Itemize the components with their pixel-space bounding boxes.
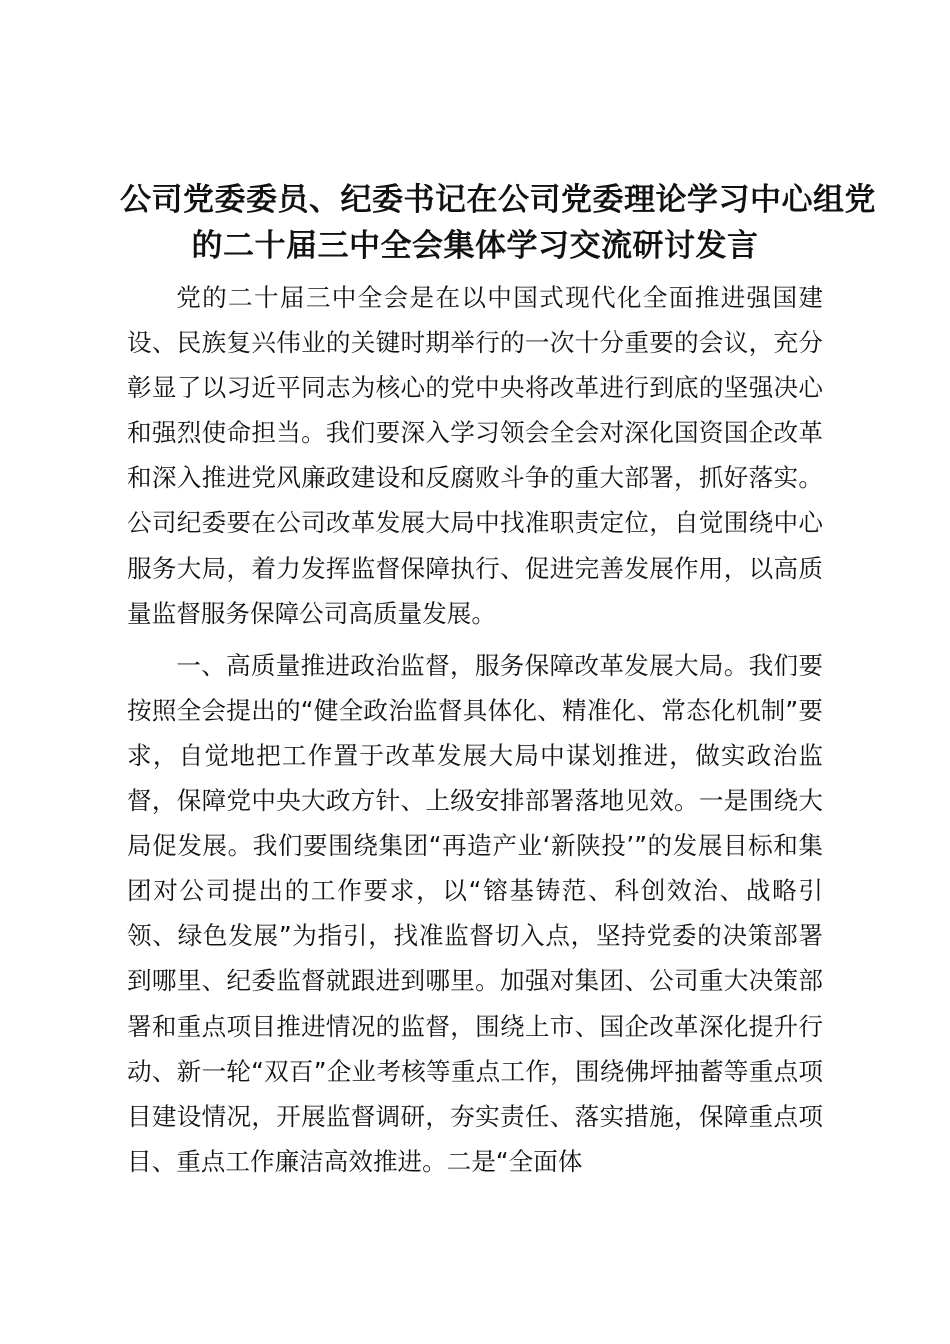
document-title-line-1: 公司党委委员、纪委书记在公司党委理论学习中心组党 (120, 182, 876, 218)
document-body (127, 275, 823, 1184)
paragraph-intro: 党的二十届三中全会是在以中国式现代化全面推进强国建设、民族复兴伟业的关键时期举行的一次十分重要的会议，充分彰显了以习近平同志为核心的党中央将改革进行到底的坚强决心和强烈使命担当。我们要深入学习领会全会对深化国资国企改革和深入推进党风廉政建设和反腐败斗争的重大部署，抓好落实。公司纪委要在公司改革发展大局中找准职责定位，自觉围绕中心服务大局，着力发挥监督保障执行、促进完善发展作用，以高质量监督服务保障公司高质量发展。 (127, 283, 823, 628)
document-title-line-2: 的二十届三中全会集体学习交流研讨发言 (191, 228, 759, 264)
paragraph-section-1: 一、高质量推进政治监督，服务保障改革发展大局。我们要按照全会提出的“健全政治监督具体化、精准化、常态化机制”要求，自觉地把工作置于改革发展大局中谋划推进，做实政治监督，保障党中央大政方针、上级安排部署落地见效。一是围绕大局促发展。我们要围绕集团“再造产业‘新陕投’”的发展目标和集团对公司提出的工作要求，以“镕基铸范、科创效治、战略引领、绿色发展”为指引，找准监督切入点，坚持党委的决策部署到哪里、纪委监督就跟进到哪里。加强对集团、公司重大决策部署和重点项目推进情况的监督，围绕上市、国企改革深化提升行动、新一轮“双百”企业考核等重点工作，围绕佛坪抽蓄等重点项目建设情况，开展监督调研，夯实责任、落实措施，保障重点项目、重点工作廉洁高效推进。二是“全面体 (127, 650, 823, 1176)
